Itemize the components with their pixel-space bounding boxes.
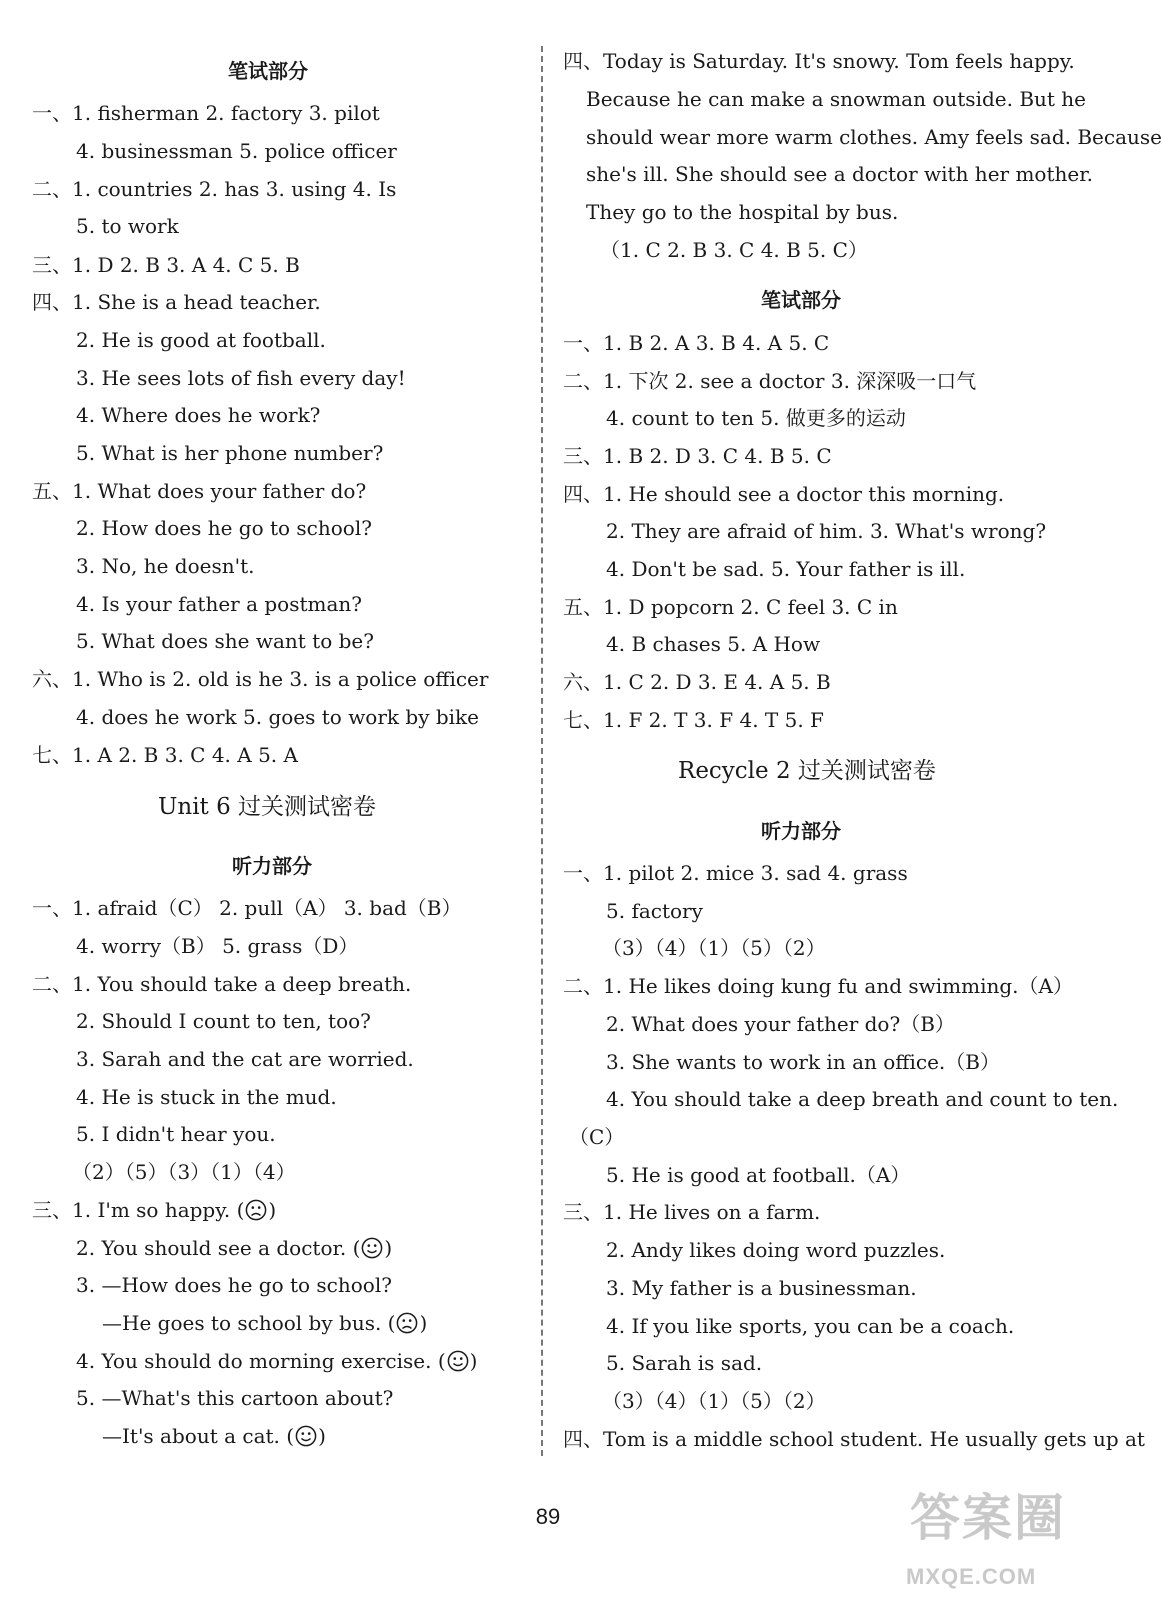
answer-line xyxy=(563,444,832,468)
answer-text: she's ill. She should see a doctor with her mother. xyxy=(586,162,1093,186)
answer-line xyxy=(76,629,374,653)
answer-line xyxy=(76,1009,371,1033)
smiley-face-icon xyxy=(447,1350,469,1372)
answer-text: 三、1. B 2. D 3. C 4. B 5. C xyxy=(563,444,832,468)
answer-text: （1. C 2. B 3. C 4. B 5. C） xyxy=(600,238,868,262)
answer-line xyxy=(606,557,965,581)
answer-text: 5. What is her phone number? xyxy=(76,441,384,465)
answer-text: 三、1. D 2. B 3. A 4. C 5. B xyxy=(32,253,300,277)
answer-text: 5. —What's this cartoon about? xyxy=(76,1386,394,1410)
answer-text: 5. to work xyxy=(76,214,179,238)
answer-text: （2）（5）（3）（1）（4） xyxy=(72,1160,296,1184)
answer-text: 4. businessman 5. police officer xyxy=(76,139,397,163)
answer-line xyxy=(102,1311,427,1335)
smiley-face-icon xyxy=(295,1425,317,1447)
answer-line xyxy=(586,125,1162,149)
answer-text: 2. What does your father do?（B） xyxy=(606,1012,955,1036)
answer-line xyxy=(76,1236,392,1260)
right-column xyxy=(555,0,1162,1480)
watermark-logo xyxy=(900,1478,1090,1596)
answer-line xyxy=(76,441,383,465)
section-heading xyxy=(761,819,841,843)
answer-text: 一、1. pilot 2. mice 3. sad 4. grass xyxy=(563,861,908,885)
answer-line xyxy=(606,1163,910,1187)
answer-text: 笔试部分 xyxy=(228,59,308,83)
answer-text: —He goes to school by bus. ( xyxy=(102,1311,396,1335)
answer-line xyxy=(563,1427,1145,1451)
answer-text: 3. No, he doesn't. xyxy=(76,554,255,578)
answer-text: 2. They are afraid of him. 3. What's wrong? xyxy=(606,519,1047,543)
answer-text: —It's about a cat. ( xyxy=(102,1424,295,1448)
answer-line xyxy=(602,936,826,960)
answer-line xyxy=(76,328,326,352)
answer-text: 5. I didn't hear you. xyxy=(76,1122,276,1146)
answer-text: 2. Should I count to ten, too? xyxy=(76,1009,371,1033)
answer-text: 二、1. countries 2. has 3. using 4. Is xyxy=(32,177,397,201)
answer-text: 4. B chases 5. A How xyxy=(606,632,821,656)
smiley-face-icon xyxy=(361,1237,383,1259)
answer-text: 5. He is good at football.（A） xyxy=(606,1163,911,1187)
answer-line xyxy=(32,253,300,277)
section-heading xyxy=(232,854,312,878)
answer-line xyxy=(76,366,406,390)
answer-text: 2. Andy likes doing word puzzles. xyxy=(606,1238,946,1262)
answer-line xyxy=(563,974,1073,998)
answer-text: 2. How does he go to school? xyxy=(76,516,372,540)
answer-line xyxy=(606,1276,917,1300)
answer-text: 四、Tom is a middle school student. He usually gets up at xyxy=(563,1427,1145,1451)
answer-text: 六、1. Who is 2. old is he 3. is a police officer xyxy=(32,667,489,691)
answer-line xyxy=(563,482,1004,506)
answer-line xyxy=(563,1200,820,1224)
answer-text: （C） xyxy=(569,1125,625,1149)
answer-text: 4. He is stuck in the mud. xyxy=(76,1085,337,1109)
answer-text: They go to the hospital by bus. xyxy=(586,200,899,224)
answer-line xyxy=(76,1386,393,1410)
answer-line xyxy=(76,1349,477,1373)
answer-text: should wear more warm clothes. Amy feels sad. Because xyxy=(586,125,1162,149)
answer-text: 七、1. F 2. T 3. F 4. T 5. F xyxy=(563,708,824,732)
answer-line xyxy=(586,162,1093,186)
answer-text: 4. Is your father a postman? xyxy=(76,592,363,616)
answer-text: 2. You should see a doctor. ( xyxy=(76,1236,361,1260)
answer-line xyxy=(606,1050,1000,1074)
answer-text: 5. factory xyxy=(606,899,703,923)
answer-line xyxy=(600,238,868,262)
answer-line xyxy=(102,1424,326,1448)
answer-text: 六、1. C 2. D 3. E 4. A 5. B xyxy=(563,670,831,694)
answer-line xyxy=(76,592,362,616)
answer-line xyxy=(563,861,908,885)
answer-text: 4. Where does he work? xyxy=(76,403,321,427)
answer-text: 4. does he work 5. goes to work by bike xyxy=(76,705,479,729)
answer-line xyxy=(76,1047,414,1071)
answer-line xyxy=(606,1087,1118,1111)
answer-text: 五、1. What does your father do? xyxy=(32,479,367,503)
answer-line xyxy=(32,290,321,314)
answer-text: 听力部分 xyxy=(232,854,312,878)
closing-paren: ) xyxy=(469,1349,478,1373)
answer-text: Unit 6 过关测试密卷 xyxy=(158,794,377,820)
answer-line xyxy=(76,1122,276,1146)
answer-line xyxy=(606,406,906,430)
answer-line xyxy=(563,595,898,619)
unit-title xyxy=(158,795,376,819)
answer-text: 3. —How does he go to school? xyxy=(76,1273,392,1297)
answer-line xyxy=(606,1238,945,1262)
answer-line xyxy=(76,1273,392,1297)
answer-text: 四、Today is Saturday. It's snowy. Tom feels happy. xyxy=(563,49,1075,73)
answer-line xyxy=(32,1198,276,1222)
answer-line xyxy=(606,1314,1014,1338)
closing-paren: ) xyxy=(318,1424,326,1448)
answer-line xyxy=(32,177,396,201)
section-heading xyxy=(228,59,308,83)
closing-paren: ) xyxy=(268,1198,277,1222)
answer-text: 四、1. She is a head teacher. xyxy=(32,290,321,314)
answer-line xyxy=(563,670,831,694)
answer-text: 三、1. He lives on a farm. xyxy=(563,1200,821,1224)
answer-text: 3. He sees lots of fish every day! xyxy=(76,366,406,390)
answer-line xyxy=(76,1085,337,1109)
answer-text: 4. You should do morning exercise. ( xyxy=(76,1349,446,1373)
watermark-text: 答案圈 xyxy=(910,1490,1066,1546)
answer-line xyxy=(32,896,462,920)
answer-line xyxy=(32,479,366,503)
section-heading xyxy=(761,288,841,312)
left-column xyxy=(0,0,520,1480)
answer-text: 笔试部分 xyxy=(761,288,841,312)
answer-line xyxy=(606,899,703,923)
answer-text: Because he can make a snowman outside. But he xyxy=(586,87,1087,111)
answer-text: 二、1. 下次 2. see a doctor 3. 深深吸一口气 xyxy=(563,369,977,393)
answer-line xyxy=(563,369,976,393)
sad-face-icon xyxy=(245,1199,267,1221)
answer-line xyxy=(76,934,358,958)
answer-line xyxy=(606,1012,955,1036)
answer-line xyxy=(32,667,488,691)
answer-line xyxy=(32,972,411,996)
answer-text: 4. Don't be sad. 5. Your father is ill. xyxy=(606,557,966,581)
answer-line xyxy=(76,705,479,729)
watermark-url: MXQE.COM xyxy=(906,1564,1037,1589)
answer-text: 七、1. A 2. B 3. C 4. A 5. A xyxy=(32,743,298,767)
closing-paren: ) xyxy=(384,1236,393,1260)
page-number: 89 xyxy=(535,1504,561,1529)
answer-text: 4. If you like sports, you can be a coach. xyxy=(606,1314,1015,1338)
answer-line xyxy=(32,743,298,767)
answer-line xyxy=(586,87,1086,111)
answer-text: 2. He is good at football. xyxy=(76,328,326,352)
answer-line xyxy=(76,516,372,540)
answer-text: 5. Sarah is sad. xyxy=(606,1351,763,1375)
answer-line xyxy=(76,139,397,163)
answer-text: 5. What does she want to be? xyxy=(76,629,374,653)
answer-text: （3）（4）（1）（5）（2） xyxy=(602,1389,826,1413)
column-divider xyxy=(541,46,543,1456)
answer-text: （3）（4）（1）（5）（2） xyxy=(602,936,826,960)
answer-line xyxy=(606,519,1046,543)
answer-text: Recycle 2 过关测试密卷 xyxy=(678,758,936,784)
answer-text: 一、1. afraid（C） 2. pull（A） 3. bad（B） xyxy=(32,896,462,920)
answer-line xyxy=(76,554,255,578)
answer-line xyxy=(606,1351,762,1375)
answer-line xyxy=(76,214,179,238)
answer-text: 4. You should take a deep breath and count to ten. xyxy=(606,1087,1119,1111)
answer-text: 3. Sarah and the cat are worried. xyxy=(76,1047,414,1071)
sad-face-icon xyxy=(396,1312,418,1334)
answer-line xyxy=(563,49,1075,73)
answer-text: 一、1. fisherman 2. factory 3. pilot xyxy=(32,101,380,125)
answer-text: 一、1. B 2. A 3. B 4. A 5. C xyxy=(563,331,830,355)
answer-text: 3. She wants to work in an office.（B） xyxy=(606,1050,1000,1074)
closing-paren: ) xyxy=(419,1311,428,1335)
answer-text: 二、1. You should take a deep breath. xyxy=(32,972,412,996)
answer-line xyxy=(563,331,829,355)
answer-text: 二、1. He likes doing kung fu and swimming.（A） xyxy=(563,974,1073,998)
answer-text: 4. count to ten 5. 做更多的运动 xyxy=(606,406,906,430)
answer-text: 五、1. D popcorn 2. C feel 3. C in xyxy=(563,595,898,619)
answer-line xyxy=(32,101,380,125)
answer-text: 三、1. I'm so happy. ( xyxy=(32,1198,245,1222)
answer-line xyxy=(72,1160,296,1184)
answer-text: 听力部分 xyxy=(761,819,841,843)
answer-text: 3. My father is a businessman. xyxy=(606,1276,917,1300)
answer-line xyxy=(606,632,820,656)
answer-line xyxy=(586,200,898,224)
answer-text: 4. worry（B） 5. grass（D） xyxy=(76,934,359,958)
answer-text: 四、1. He should see a doctor this morning. xyxy=(563,482,1005,506)
answer-line xyxy=(569,1125,624,1149)
unit-title xyxy=(678,759,936,783)
answer-line xyxy=(563,708,824,732)
answer-line xyxy=(602,1389,826,1413)
answer-line xyxy=(76,403,320,427)
